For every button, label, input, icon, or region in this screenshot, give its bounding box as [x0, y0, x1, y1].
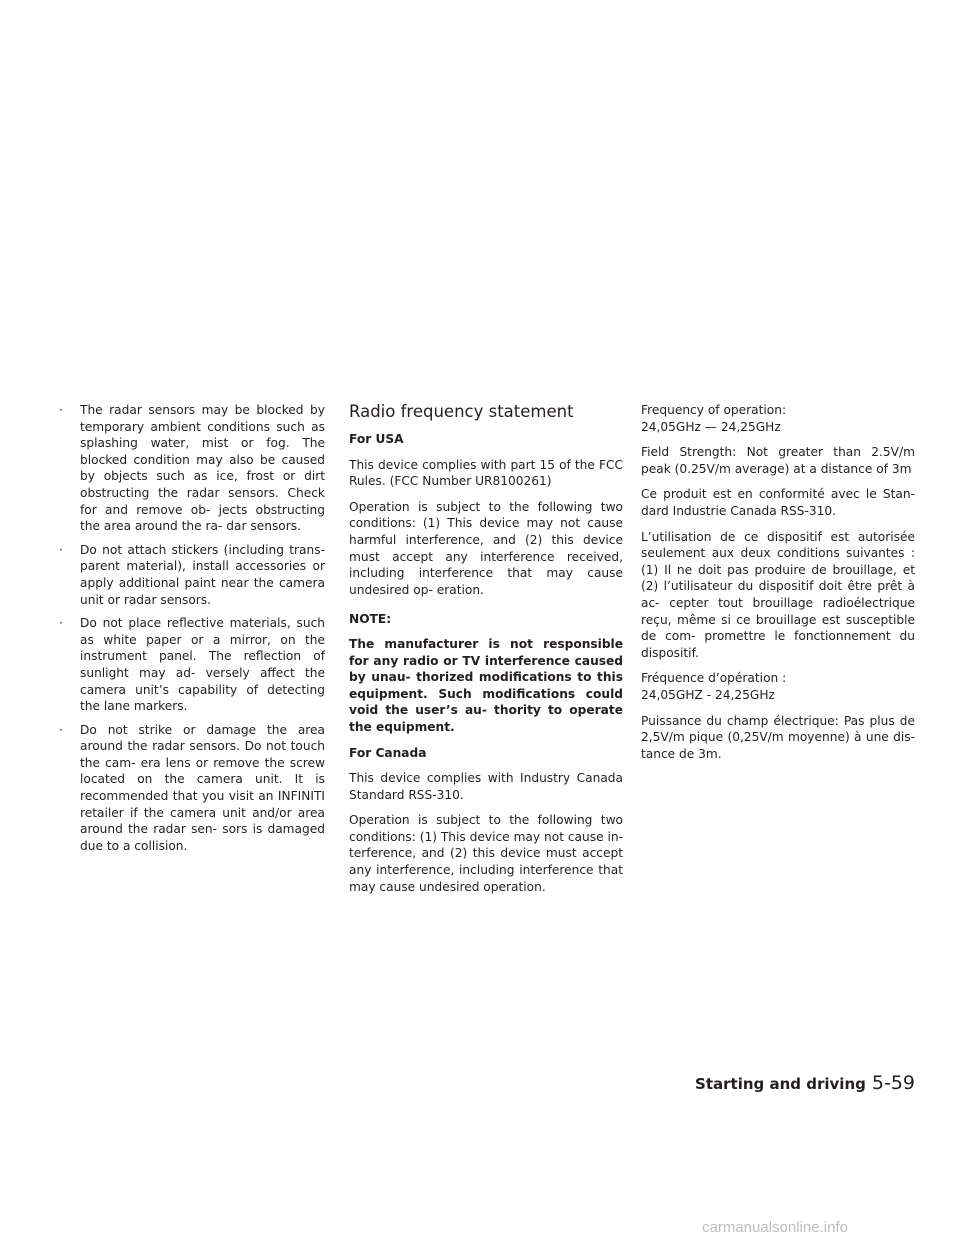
right-column	[641, 402, 915, 771]
section-heading: Radio frequency statement	[349, 402, 574, 421]
bullet-marker: ·	[59, 403, 63, 417]
usa-title: For USA	[349, 432, 404, 446]
usa-paragraph-2: Operation is subject to the following two conditions: (1) This device may not cause harmful interference, and (2) this device must accept any interference received, including interference that may cause undesired op- eration.	[349, 499, 623, 597]
note-label: NOTE:	[349, 612, 392, 627]
watermark: carmanualsonline.info	[702, 1219, 848, 1236]
canada-paragraph-2: Operation is subject to the following two conditions: (1) This device may not cause in- terference, and (2) this device must accept any interference, including interference that may cause undesired operation.	[349, 813, 623, 894]
field-strength: Field Strength: Not greater than 2.5V/m peak (0.25V/m average) at a distance of 3m	[641, 445, 915, 476]
note-text: The manufacturer is not responsible for any radio or TV interference caused by unau- thorized modifications to this equipment. Such modifications could void the user’s au- thority to operate the equipment.	[349, 636, 623, 734]
bullet-no-strike	[53, 722, 325, 855]
bullet-radar-blocked	[53, 402, 325, 535]
bullet-no-stickers	[53, 542, 325, 608]
bullet-marker: ·	[59, 722, 63, 737]
footer-section-title: Starting and driving	[695, 1075, 866, 1093]
french-frequency-value: 24,05GHZ - 24,25GHz	[641, 687, 775, 702]
canada-paragraph-1: This device complies with Industry Canada Standard RSS-310.	[349, 771, 623, 802]
canada-title: For Canada	[349, 745, 427, 760]
bullet-marker: ·	[59, 616, 63, 631]
frequency-label: Frequency of operation:	[641, 403, 787, 417]
bullet-marker: ·	[59, 542, 63, 557]
french-paragraph-2: L’utilisation de ce dispositif est autorisée seulement aux deux conditions suivantes : (1) Il ne doit pas produire de brouillage, et (2) l’utilisateur du dispositif doit être prêt à ac- cepter tout brouillage radioélectrique reçu, même si ce brouillage est susceptible de com- promettre le fonctionnement du dispositif.	[641, 529, 915, 660]
page-footer	[695, 1072, 915, 1094]
middle-column	[349, 402, 623, 904]
bullet-text: Do not attach stickers (including trans- parent material), install accessories or apply additional paint near the camera unit or radar sensors.	[80, 542, 325, 607]
bullet-text: Do not strike or damage the area around the radar sensors. Do not touch the cam- era lens or remove the screw located on the camera unit. It is recommended that you visit an INFINITI retailer if the camera unit and/or area around the radar sen- sors is damaged due to a collision.	[80, 722, 325, 853]
bullet-text: The radar sensors may be blocked by temporary ambient conditions such as splashing water, mist or fog. The blocked condition may also be caused by objects such as ice, frost or dirt obstructing the radar sensors. Check for and remove ob- jects obstructing the area around the ra- dar sensors.	[80, 403, 325, 534]
page-number: 5-59	[871, 1072, 915, 1094]
usa-paragraph-1: This device complies with part 15 of the FCC Rules. (FCC Number UR8100261)	[349, 457, 623, 489]
french-frequency-label: Fréquence d’opération :	[641, 671, 787, 686]
frequency-value: 24,05GHz — 24,25GHz	[641, 419, 781, 434]
french-power: Puissance du champ électrique: Pas plus de 2,5V/m pique (0,25V/m moyenne) à une dis- tance de 3m.	[641, 713, 915, 761]
french-paragraph-1: Ce produit est en conformité avec le Stan- dard Industrie Canada RSS-310.	[641, 487, 915, 518]
bullet-no-reflective	[53, 615, 325, 715]
bullet-text: Do not place reflective materials, such as white paper or a mirror, on the instrument panel. The reflection of sunlight may ad- versely affect the camera unit’s capability of detecting the lane markers.	[80, 616, 325, 714]
left-column	[53, 402, 325, 861]
